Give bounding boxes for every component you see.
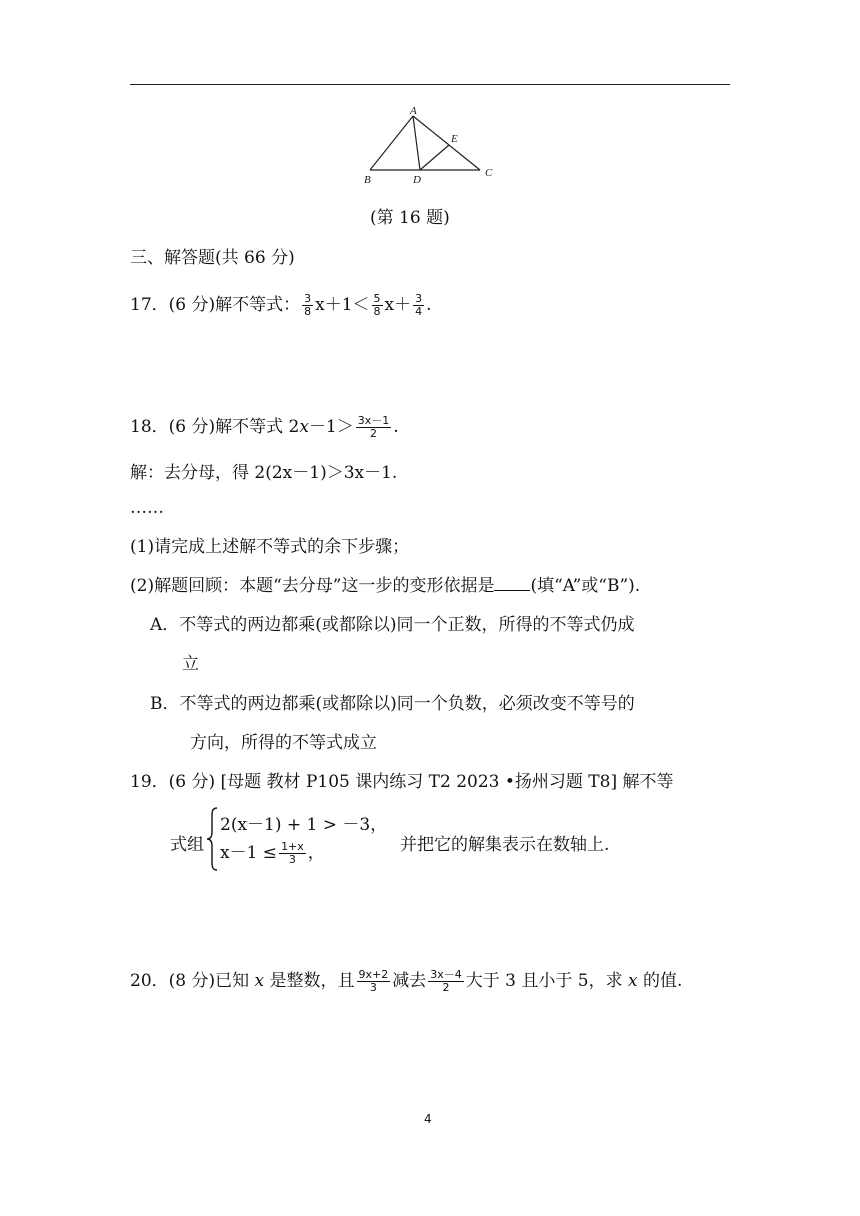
label-E: E	[451, 133, 458, 145]
q17-mid-2: x＋	[384, 295, 412, 315]
q20-frac-1: $\frac{9x+2}{3}$	[358, 968, 389, 994]
system-instruction: 并把它的解集表示在数轴上.	[400, 835, 610, 855]
answer-blank[interactable]	[494, 576, 530, 591]
q17-mid-1: x＋1＜	[315, 295, 370, 315]
system-row-1: 2(x－1) + 1 > －3，	[220, 815, 388, 835]
system-row-2: x－1 ≤ $\frac{1+x}{3}$ ，	[220, 840, 325, 866]
option-A-line1: A．不等式的两边都乘(或都除以)同一个正数，所得的不等式仍成	[150, 615, 635, 635]
question-19: 19．(6 分) [母题 教材 P105 课内练习 T2 2023 •扬州习题 T8] 解不等	[130, 772, 674, 792]
q17-frac-1: $\frac{3}{8}$	[304, 292, 312, 318]
left-brace-icon	[205, 806, 219, 872]
question-20: 20．(8 分)已知 x 是整数，且 $\frac{9x+2}{3}$ 减去 $\frac{3x-4}{2}$ 大于 3 且小于 5，求 x 的值.	[130, 968, 683, 994]
q19-frac: $\frac{1+x}{3}$	[281, 840, 304, 866]
q17-frac-2: $\frac{5}{8}$	[373, 292, 381, 318]
q18-part2: (2)解题回顾：本题“去分母”这一步的变形依据是 (填“A”或“B”).	[130, 576, 641, 596]
triangle-figure	[358, 104, 498, 186]
label-C: C	[485, 167, 493, 179]
label-B: B	[364, 174, 371, 186]
figure-caption: (第 16 题)	[370, 208, 450, 228]
q18-part1: (1)请完成上述解不等式的余下步骤；	[130, 537, 410, 557]
section-heading: 三、解答题(共 66 分)	[130, 248, 295, 268]
header-rule	[130, 84, 730, 85]
q18-ellipsis: ……	[130, 498, 164, 518]
q20-frac-2: $\frac{3x-4}{2}$	[430, 968, 462, 994]
label-A: A	[410, 105, 417, 117]
q18-frac: $\frac{3x-1}{2}$	[357, 414, 390, 440]
question-18: 18．(6 分)解不等式 2x－1＞ $\frac{3x-1}{2}$ .	[130, 414, 399, 440]
label-D: D	[413, 174, 421, 186]
option-B-line2: 方向，所得的不等式成立	[190, 733, 377, 753]
q18-prefix: 18．(6 分)解不等式 2	[130, 417, 300, 437]
q17-frac-3: $\frac{3}{4}$	[415, 292, 423, 318]
q17-prefix: 17．(6 分)解不等式：	[130, 295, 301, 315]
option-A-line2: 立	[182, 654, 199, 674]
system-label: 式组	[170, 835, 204, 855]
q18-solution: 解：去分母，得 2(2x－1)＞3x－1.	[130, 463, 398, 483]
page-number: 4	[424, 1112, 432, 1126]
option-B-line1: B．不等式的两边都乘(或都除以)同一个负数，必须改变不等号的	[150, 694, 635, 714]
question-17: 17．(6 分)解不等式： $\frac{3}{8}$ x＋1＜ $\frac{5}{8}$ x＋ $\frac{3}{4}$ .	[130, 292, 432, 318]
